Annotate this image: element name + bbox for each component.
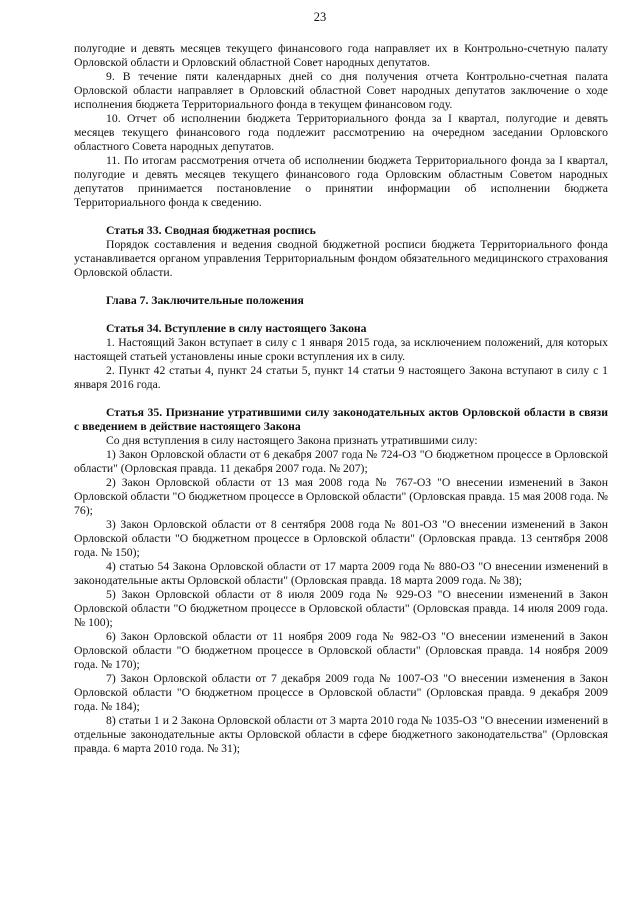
- article-33-heading: Статья 33. Сводная бюджетная роспись: [106, 224, 316, 237]
- paragraph-9: 9. В течение пяти календарных дней со дня получения отчета Контрольно-счетная палата Орловской области направляет в Орловский областной Совет народных депутатов заключение о ходе исполнения бюджета Территориального фонда в текущем финансовом году.: [74, 70, 608, 111]
- paragraph-10: 10. Отчет об исполнении бюджета Территориального фонда за I квартал, полугодие и девять месяцев текущего финансового года подлежит рассмотрению на очередном заседании Орловского областного Совета народных депутатов.: [74, 112, 608, 153]
- article-35-item: 4) статью 54 Закона Орловской области от 17 марта 2009 года № 880-ОЗ "О внесении изменений в законодательные акты Орловской области" (Орловская правда. 18 марта 2009 года. № 38);: [74, 560, 608, 587]
- spacer: [74, 210, 608, 224]
- article-35-item: 8) статьи 1 и 2 Закона Орловской области от 3 марта 2010 года № 1035-ОЗ "О внесении изменений в отдельные законодательные акты Орловской области в сфере бюджетного законодательства" (Орловская правда. 6 марта 2010 года. № 31);: [74, 714, 608, 755]
- article-35-item: 1) Закон Орловской области от 6 декабря 2007 года № 724-ОЗ "О бюджетном процессе в Орловской области" (Орловская правда. 11 декабря 2007 года. № 207);: [74, 448, 608, 475]
- article-33-text: Порядок составления и ведения сводной бюджетной росписи бюджета Территориального фонда устанавливается органом управления Территориальным фондом обязательного медицинского страхования Орловской области.: [74, 238, 608, 279]
- spacer: [74, 280, 608, 294]
- chapter-7-heading: Глава 7. Заключительные положения: [106, 294, 304, 307]
- article-35-item: 7) Закон Орловской области от 7 декабря 2009 года № 1007-ОЗ "О внесении изменения в Закон Орловской области "О бюджетном процессе в Орловской области" (Орловская правда. 9 декабря 2009 года. № 184);: [74, 672, 608, 713]
- article-35-item: 6) Закон Орловской области от 11 ноября 2009 года № 982-ОЗ "О внесении изменений в Закон Орловской области "О бюджетном процессе в Орловской области" (Орловская правда. 14 ноября 2009 года. № 170);: [74, 630, 608, 671]
- paragraph-continuation: полугодие и девять месяцев текущего финансового года направляет их в Контрольно-счетную палату Орловской области и Орловский областной Совет народных депутатов.: [74, 42, 608, 69]
- page-number: 23: [313, 10, 327, 24]
- document-body: [74, 42, 608, 756]
- article-35-item: 3) Закон Орловской области от 8 сентября 2008 года № 801-ОЗ "О внесении изменений в Закон Орловской области "О бюджетном процессе в Орловской области" (Орловская правда. 13 сентября 2008 года. № 150);: [74, 518, 608, 559]
- article-35-item: 2) Закон Орловской области от 13 мая 2008 года № 767-ОЗ "О внесении изменений в Закон Орловской области "О бюджетном процессе в Орловской области" (Орловская правда. 15 мая 2008 года. № 76);: [74, 476, 608, 517]
- article-35-item: 5) Закон Орловской области от 8 июля 2009 года № 929-ОЗ "О внесении изменений в Закон Орловской области "О бюджетном процессе в Орловской области" (Орловская правда. 14 июля 2009 года. № 100);: [74, 588, 608, 629]
- spacer: [74, 392, 608, 406]
- article-34-point-1: 1. Настоящий Закон вступает в силу с 1 января 2015 года, за исключением положений, для которых настоящей статьей установлены иные сроки вступления их в силу.: [74, 336, 608, 363]
- article-34-heading: Статья 34. Вступление в силу настоящего Закона: [106, 322, 367, 335]
- article-35-heading: Статья 35. Признание утратившими силу законодательных актов Орловской области в связи с введением в действие настоящего Закона: [74, 406, 608, 433]
- article-35-intro: Со дня вступления в силу настоящего Закона признать утратившими силу:: [106, 434, 478, 447]
- paragraph-11: 11. По итогам рассмотрения отчета об исполнении бюджета Территориального фонда за I квартал, полугодие и девять месяцев текущего финансового года Орловским областным Советом народных депутатов принимается постановление о принятии информации об исполнении бюджета Территориального фонда к сведению.: [74, 154, 608, 209]
- article-34-point-2: 2. Пункт 42 статьи 4, пункт 24 статьи 5, пункт 14 статьи 9 настоящего Закона вступают в силу с 1 января 2016 года.: [74, 364, 608, 391]
- spacer: [74, 308, 608, 322]
